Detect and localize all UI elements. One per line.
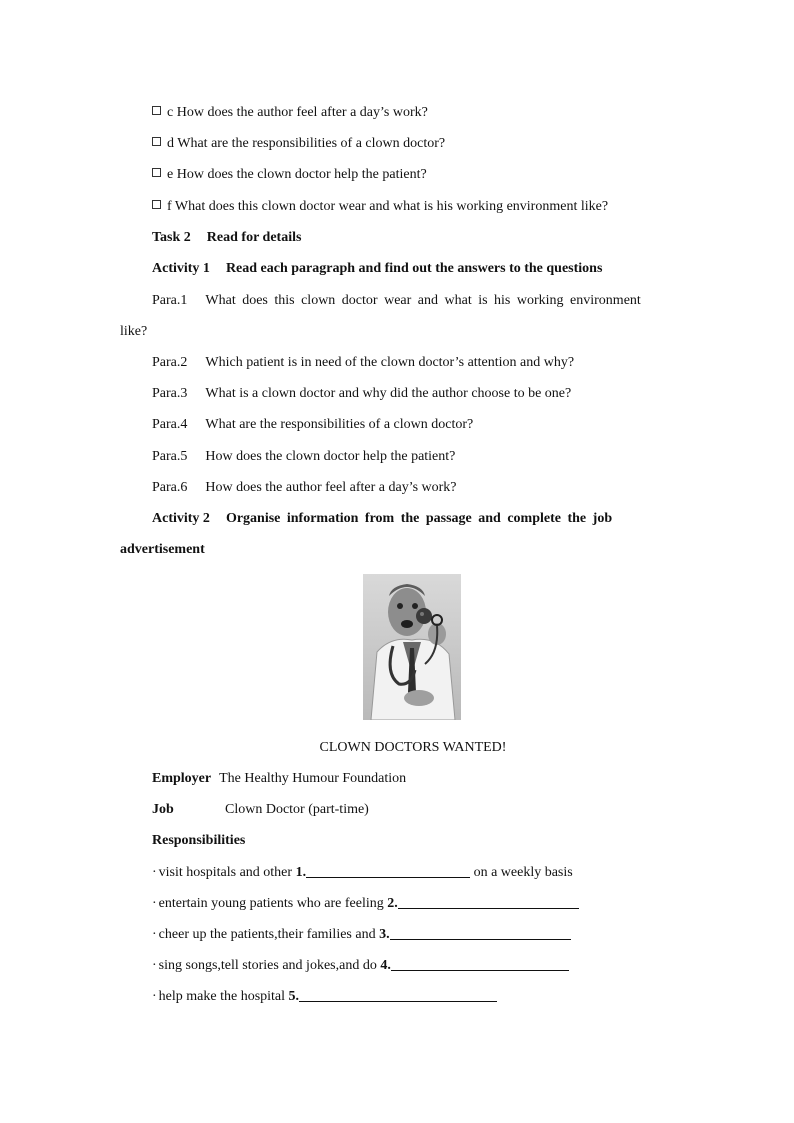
employer-label: Employer — [152, 771, 212, 786]
para-question — [152, 385, 571, 403]
item-text: entertain young patients who are feeling — [158, 896, 384, 911]
para-text: How does the clown doctor help the patient? — [205, 449, 456, 464]
responsibility-item — [152, 864, 573, 882]
answer-blank[interactable] — [299, 988, 497, 1002]
bullet: · — [152, 865, 157, 880]
job-label: Job — [152, 802, 174, 817]
para-text: Which patient is in need of the clown doctor’s attention and why? — [205, 355, 575, 370]
para-question — [152, 292, 667, 310]
responsibility-item — [152, 988, 497, 1006]
para-label: Para.5 — [152, 449, 188, 464]
para-question — [152, 354, 574, 372]
para-label: Para.2 — [152, 355, 188, 370]
employer-value: The Healthy Humour Foundation — [219, 771, 407, 786]
para-text: What does this clown doctor wear and what is his working environment — [205, 293, 641, 308]
job-value: Clown Doctor (part-time) — [225, 802, 369, 817]
question-text: How does the clown doctor help the patient? — [176, 167, 427, 182]
para-label: Para.1 — [152, 293, 188, 308]
item-text: sing songs,tell stories and jokes,and do — [158, 958, 377, 973]
responsibility-item — [152, 926, 571, 944]
bullet: · — [152, 927, 157, 942]
task-heading — [152, 229, 301, 247]
answer-blank[interactable] — [306, 864, 470, 878]
blank-number: 5. — [288, 989, 300, 1004]
answer-blank[interactable] — [398, 895, 579, 909]
answer-blank[interactable] — [390, 926, 571, 940]
bullet: · — [152, 896, 157, 911]
question-item — [152, 135, 445, 153]
blank-number: 1. — [295, 865, 307, 880]
item-text-after: on a weekly basis — [473, 865, 573, 880]
activity-label: Activity 1 — [152, 261, 210, 276]
para-continuation: like? — [120, 324, 148, 339]
question-item — [152, 104, 428, 122]
para-label: Para.4 — [152, 417, 188, 432]
clown-doctor-illustration — [363, 574, 461, 720]
question-text: What are the responsibilities of a clown doctor? — [177, 136, 446, 151]
activity-title: Read each paragraph and find out the answers to the questions — [225, 261, 603, 276]
item-text: cheer up the patients,their families and — [158, 927, 376, 942]
para-text: What are the responsibilities of a clown doctor? — [205, 417, 474, 432]
item-text: visit hospitals and other — [158, 865, 293, 880]
para-question — [152, 448, 455, 466]
checkbox[interactable] — [152, 137, 161, 146]
blank-number: 4. — [380, 958, 391, 973]
question-item — [152, 166, 427, 184]
para-question — [152, 416, 473, 434]
checkbox[interactable] — [152, 200, 161, 209]
para-label: Para.3 — [152, 386, 188, 401]
employer-row — [152, 770, 406, 788]
checkbox[interactable] — [152, 106, 161, 115]
activity-heading — [152, 260, 602, 278]
para-text: How does the author feel after a day’s work? — [205, 480, 457, 495]
ad-heading: CLOWN DOCTORS WANTED! — [319, 740, 507, 755]
activity-continuation: advertisement — [120, 542, 205, 557]
task-label: Task 2 — [152, 230, 191, 245]
activity-label: Activity 2 — [152, 511, 210, 526]
question-text: What does this clown doctor wear and what is his working environment like? — [174, 199, 609, 214]
question-letter: e — [167, 167, 174, 182]
para-text: What is a clown doctor and why did the author choose to be one? — [205, 386, 572, 401]
bullet: · — [152, 989, 157, 1004]
clown-doctor-photo — [363, 574, 461, 720]
question-letter: c — [167, 105, 174, 120]
task-title: Read for details — [206, 230, 302, 245]
item-text: help make the hospital — [158, 989, 286, 1004]
question-letter: f — [167, 199, 172, 214]
activity-heading — [152, 510, 671, 528]
blank-number: 3. — [379, 927, 390, 942]
blank-number: 2. — [387, 896, 398, 911]
job-row — [152, 801, 174, 819]
question-letter: d — [167, 136, 174, 151]
para-question — [152, 479, 457, 497]
responsibility-item — [152, 895, 579, 913]
question-item — [152, 198, 608, 216]
answer-blank[interactable] — [391, 957, 569, 971]
bullet: · — [152, 958, 157, 973]
responsibilities-label: Responsibilities — [152, 833, 246, 848]
activity-title: Organise information from the passage and complete the job — [225, 511, 613, 526]
checkbox[interactable] — [152, 168, 161, 177]
responsibility-item — [152, 957, 569, 975]
question-text: How does the author feel after a day’s work? — [176, 105, 428, 120]
para-label: Para.6 — [152, 480, 188, 495]
